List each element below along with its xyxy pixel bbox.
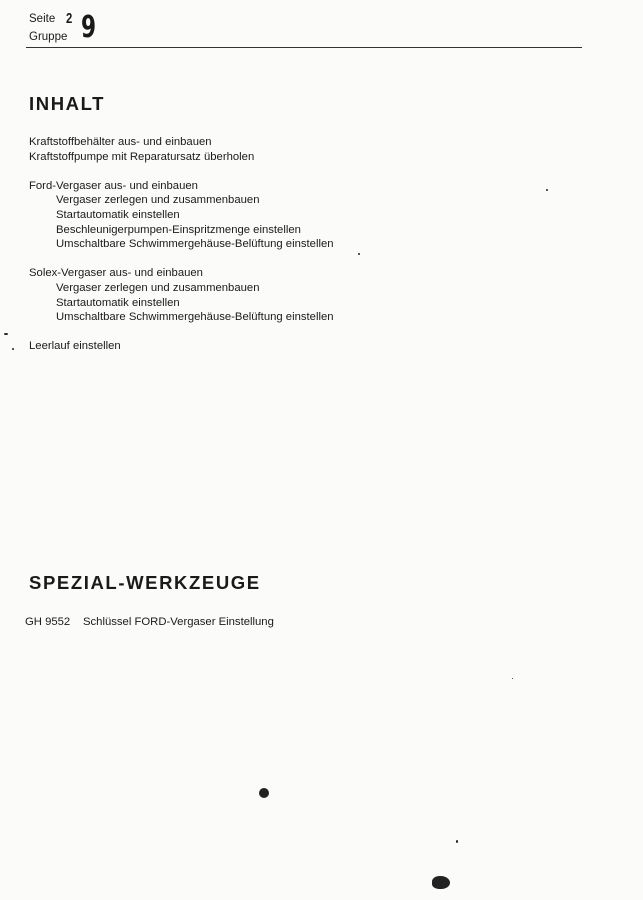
scan-speck [546,189,548,191]
toc-entry: Leerlauf einstellen [29,340,121,353]
werkzeuge-heading: SPEZIAL-WERKZEUGE [29,572,261,593]
toc-entry: Vergaser zerlegen und zusammenbauen [56,194,260,207]
seite-label: Seite [29,13,56,25]
toc-entry: Startautomatik einstellen [56,208,180,221]
toc-entry: Kraftstoffbehälter aus- und einbauen [29,136,212,148]
gruppe-number: 9 [81,10,97,45]
toc-entry: Beschleunigerpumpen-Einspritzmenge einstellen [56,223,301,236]
toc-entry: Umschaltbare Schwimmergehäuse-Belüftung einstellen [56,238,334,251]
toc-spacer [29,164,334,179]
tool-code: GH 9552 [25,616,71,628]
inhalt-heading: INHALT [29,93,106,114]
tool-description: Schlüssel FORD-Vergaser Einstellung [83,616,274,628]
ink-spot [259,788,269,798]
ink-blot [432,876,450,889]
scan-speck [358,253,360,255]
toc-entry: Umschaltbare Schwimmergehäuse-Belüftung einstellen [56,311,334,324]
toc-entry: Solex-Vergaser aus- und einbauen [29,267,203,280]
toc-spacer [29,325,334,340]
tools-list [25,616,274,628]
toc-entry: Vergaser zerlegen und zusammenbauen [56,281,260,294]
seite-number: 2 [66,10,73,27]
toc-entry: Startautomatik einstellen [56,296,180,309]
table-of-contents [29,135,334,354]
toc-spacer [29,252,334,267]
header-rule [26,47,582,48]
toc-entry: Kraftstoffpumpe mit Reparatursatz überholen [29,150,255,163]
gruppe-label: Gruppe [29,31,68,43]
tool-row [25,616,274,628]
scan-speck [512,678,513,679]
page-header [29,10,97,46]
scan-speck [456,840,458,843]
scan-speck [12,348,14,350]
toc-entry: Ford-Vergaser aus- und einbauen [29,179,198,192]
scan-speck [4,333,8,335]
